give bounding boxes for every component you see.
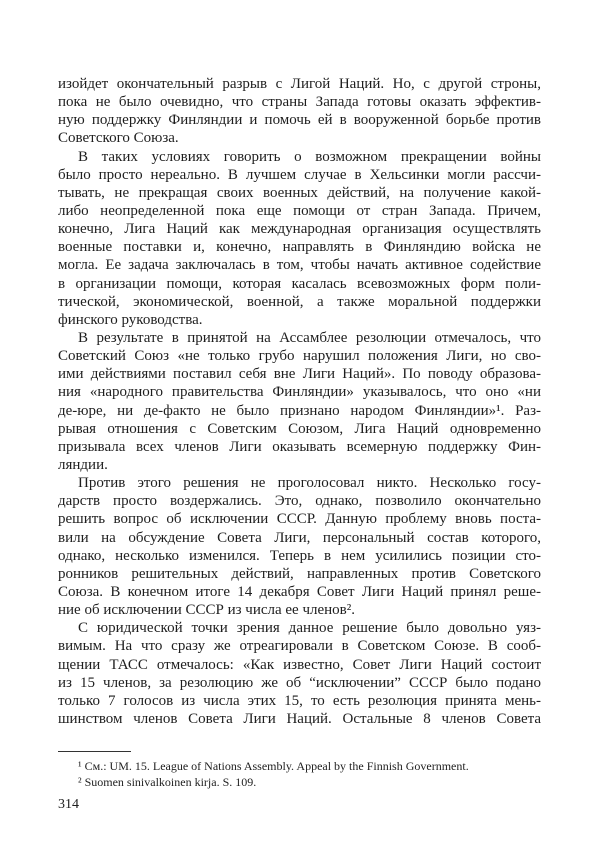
paragraph xyxy=(58,474,541,619)
text-line: ронников решительных действий, направленных против Советского xyxy=(58,565,541,582)
text-line: щении ТАСС отмечалось: «Как известно, Совет Лиги Наций состоит xyxy=(58,656,541,673)
text-line: изойдет окончательный разрыв с Лигой Наций. Но, с другой строны, xyxy=(58,76,541,92)
text-line: Советского Союза. xyxy=(58,130,179,147)
text-line: рывая отношения с Советским Союзом, Лига Наций одновременно xyxy=(58,420,541,437)
text-line: пока не было очевидно, что страны Запада готовы оказать эффектив- xyxy=(58,94,541,111)
text-line: тывать, не прекращая своих военных действий, на получение какой- xyxy=(58,184,541,201)
footnotes xyxy=(78,758,538,790)
text-line: финского руководства. xyxy=(58,311,203,328)
text-line: шинством членов Совета Лиги Наций. Остальные 8 членов Совета xyxy=(58,710,541,727)
text-line: Советский Союз «не только грубо нарушил положения Лиги, но сво- xyxy=(58,348,541,365)
text-line: в организации помощи, которая касалась всевозможных форм поли- xyxy=(58,275,541,292)
text-line: вимым. На что сразу же отреагировали в Советском Союзе. В сооб- xyxy=(58,638,541,655)
text-line: военные поставки и, конечно, направлять в Финляндию войска не xyxy=(58,239,541,256)
text-line: призывала всех членов Лиги оказывать всемерную поддержку Фин- xyxy=(58,438,541,455)
text-line: В таких условиях говорить о возможном прекращении войны xyxy=(78,148,541,165)
text-line: де-юре, ни де-факто не было признано народом Финляндии»¹. Раз- xyxy=(58,402,541,419)
paragraph xyxy=(58,619,541,728)
footnote-1: ¹ См.: UM. 15. League of Nations Assembly. Appeal by the Finnish Government. xyxy=(78,759,469,773)
text-line: решить вопрос об исключении СССР. Данную проблему вновь поста- xyxy=(58,511,541,528)
text-line: могла. Ее задача заключалась в том, чтобы начать активное содействие xyxy=(58,257,541,274)
text-line: Против этого решения не проголосовал никто. Несколько госу- xyxy=(78,475,541,492)
text-line: конечно, Лига Наций как международная организация осуществлять xyxy=(58,221,541,238)
text-line: ляндии. xyxy=(58,456,108,473)
paragraph xyxy=(58,148,541,329)
text-line: тической, экономической, военной, а также моральной поддержки xyxy=(58,293,541,310)
paragraph xyxy=(58,75,541,148)
text-line: из 15 членов, за резолюцию же об “исключении” СССР было подано xyxy=(58,674,541,691)
text-line: дарств просто воздержались. Это, однако, позволило окончательно xyxy=(58,493,541,510)
footnote-divider xyxy=(58,751,131,752)
text-line: С юридической точки зрения данное решение было довольно уяз- xyxy=(78,620,541,637)
paragraph xyxy=(58,329,541,474)
text-line: ную поддержку Финляндии и помочь ей в вооруженной борьбе против xyxy=(58,112,541,129)
body-text xyxy=(58,75,541,728)
footnote-2: ² Suomen sinivalkoinen kirja. S. 109. xyxy=(78,775,257,789)
text-line: только 7 голосов из числа этих 15, то есть резолюция принята мень- xyxy=(58,692,541,709)
text-line: Союза. В конечном итоге 14 декабря Совет Лиги Наций принял реше- xyxy=(58,583,541,600)
text-line: было просто нереально. В лучшем случае в Хельсинки могли рассчи- xyxy=(58,166,541,183)
text-line: ния «народного правительства Финляндии» указывалось, что оно «ни xyxy=(58,384,541,401)
text-line: вили на обсуждение Совета Лиги, персональный состав которого, xyxy=(58,529,541,546)
page-number: 314 xyxy=(58,797,79,812)
text-line: либо неопределенной пока еще помощи от стран Запада. Причем, xyxy=(58,202,541,219)
text-line: однако, несколько изменился. Теперь в нем усилились позиции сто- xyxy=(58,547,541,564)
text-line: ими действиями поставил себя вне Лиги Наций». По поводу образова- xyxy=(58,366,541,383)
text-line: В результате в принятой на Ассамблее резолюции отмечалось, что xyxy=(78,329,541,346)
text-line: ние об исключении СССР из числа ее членов². xyxy=(58,602,356,619)
